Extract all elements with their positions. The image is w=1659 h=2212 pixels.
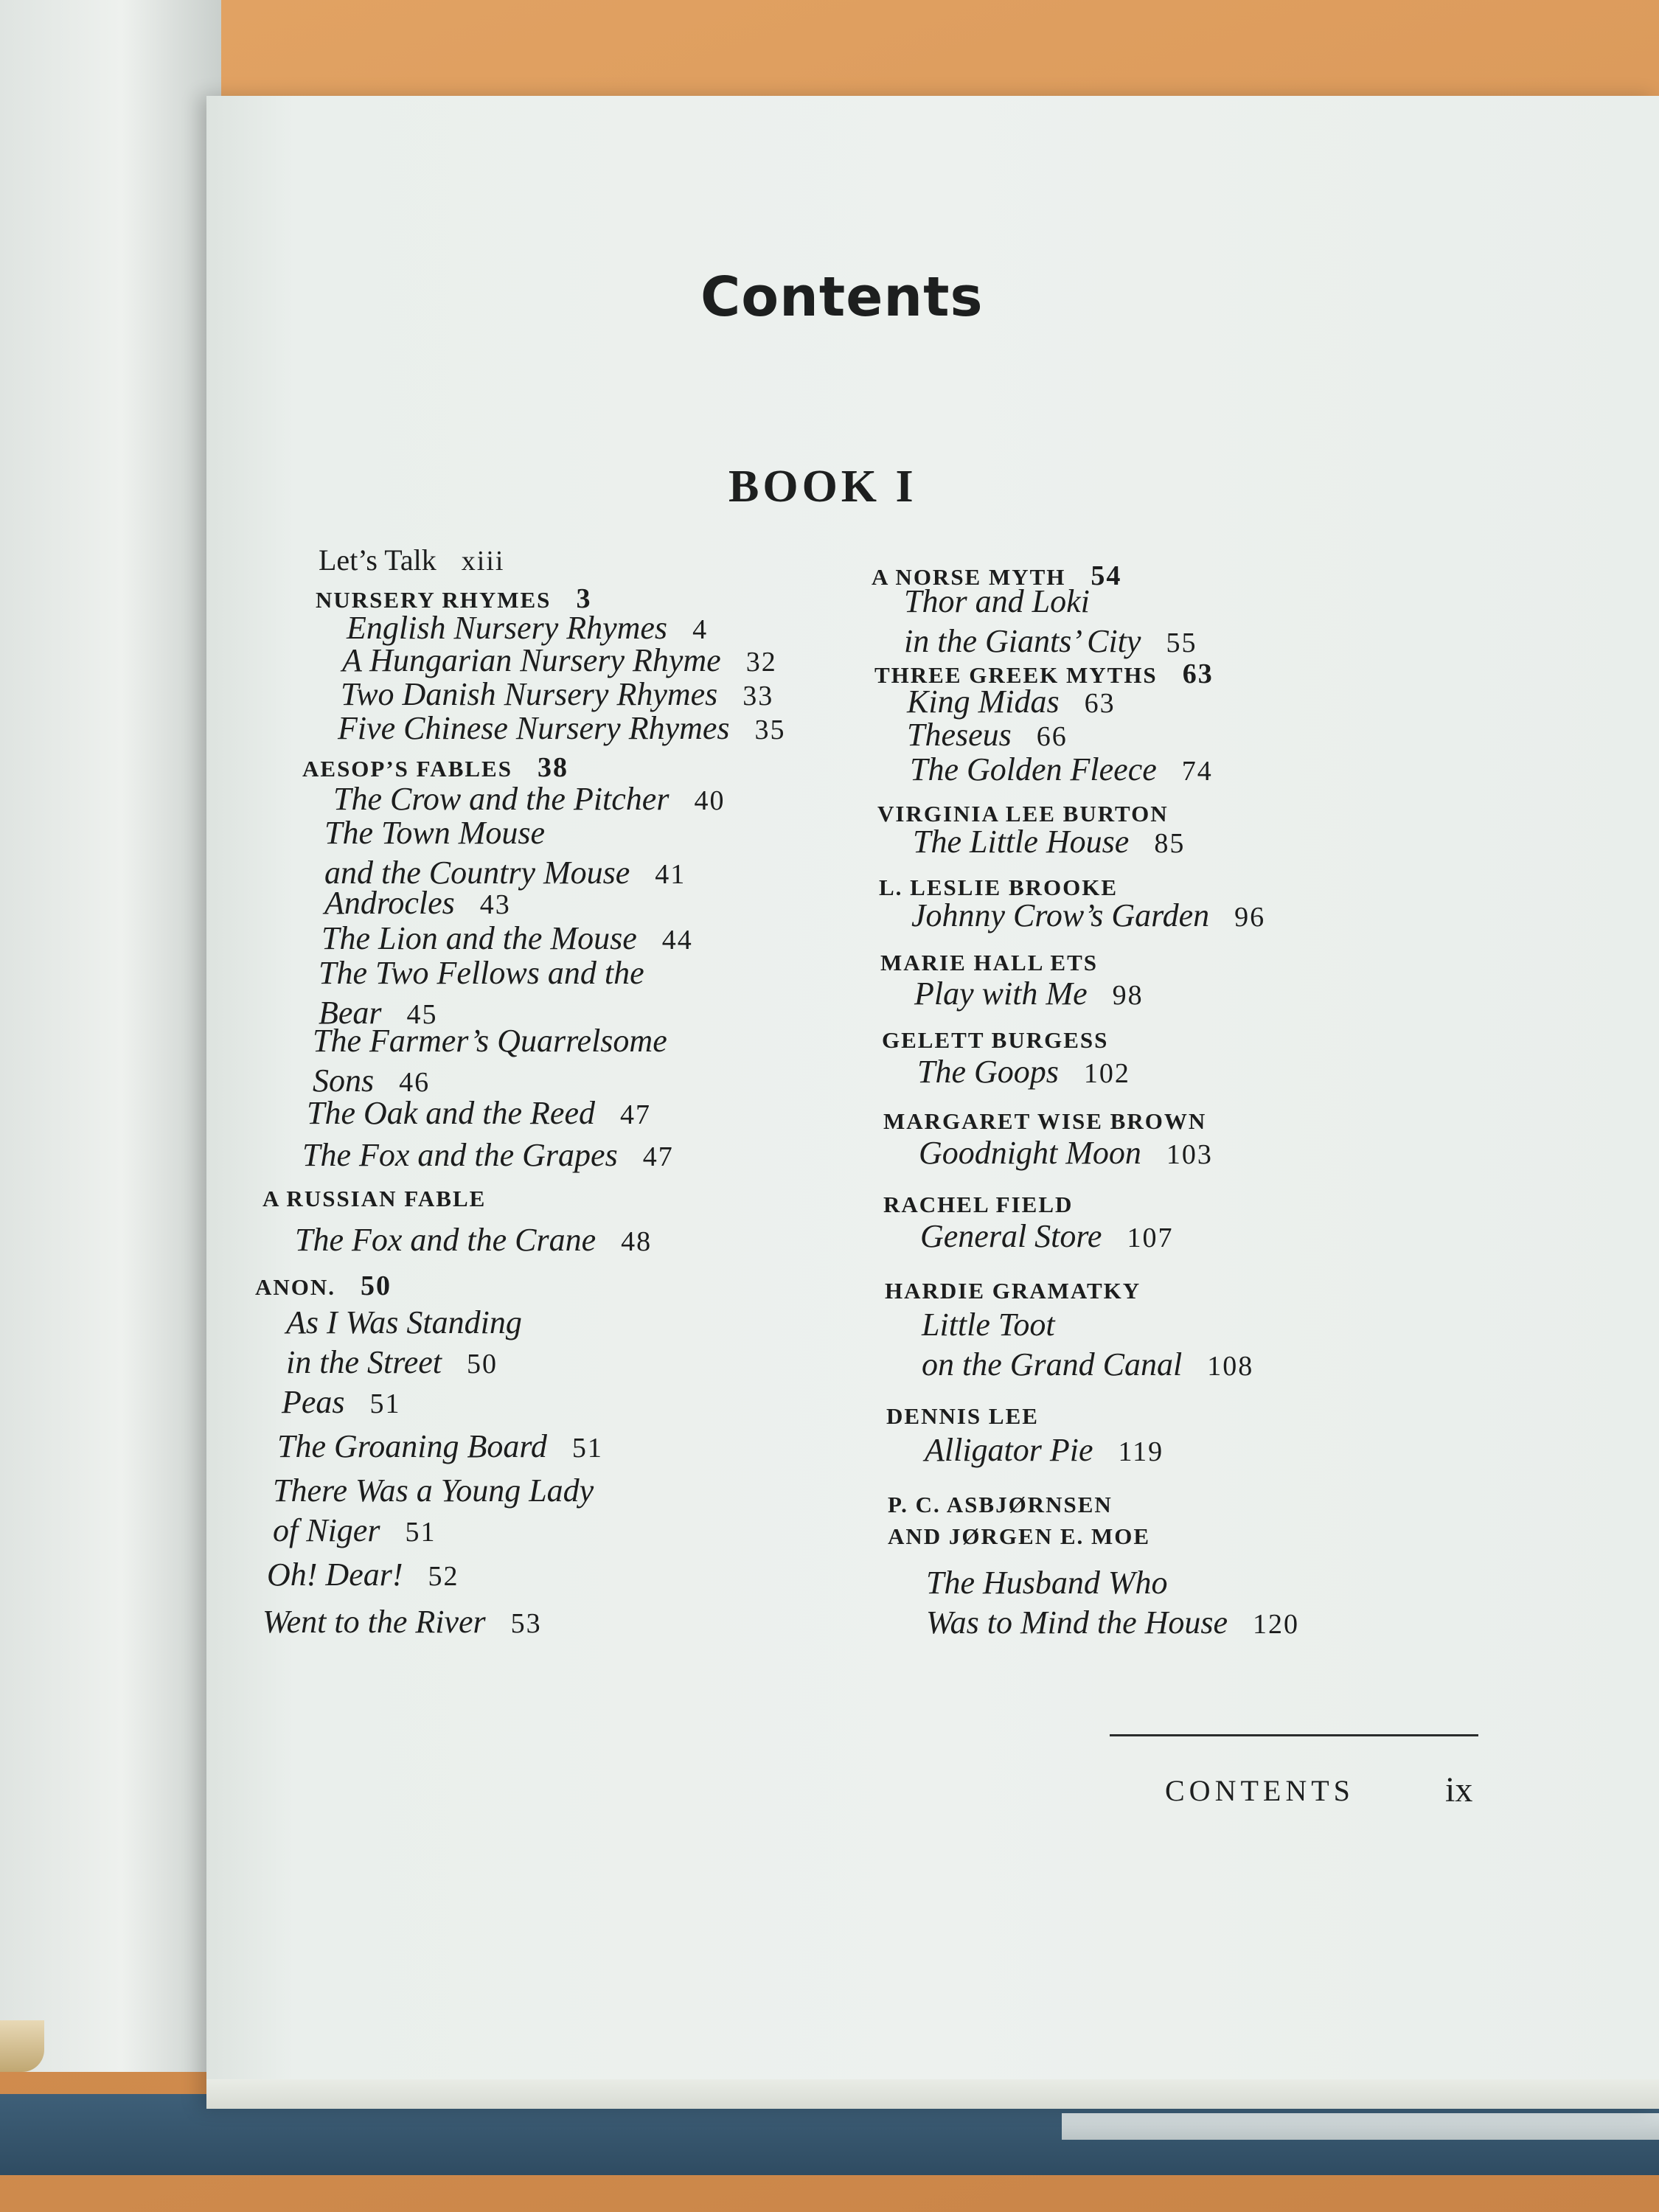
toc-page-number: 74 xyxy=(1181,756,1213,787)
toc-entry xyxy=(347,612,708,644)
toc-page-number: 66 xyxy=(1036,721,1068,752)
toc-entry xyxy=(277,1430,603,1463)
toc-page-number: 50 xyxy=(466,1349,498,1380)
toc-entry xyxy=(926,1567,1299,1639)
toc-entry-title-continued: AND JØRGEN E. MOE xyxy=(888,1523,1151,1549)
toc-entry xyxy=(302,1139,674,1172)
toc-section-heading xyxy=(882,1029,1108,1051)
toc-page-number: 47 xyxy=(642,1141,674,1172)
toc-entry-title: English Nursery Rhymes xyxy=(347,610,668,646)
toc-entry-title: A Hungarian Nursery Rhyme xyxy=(342,642,721,678)
toc-entry-title: The Fox and the Grapes xyxy=(302,1137,618,1173)
toc-entry-title: As I Was Standing xyxy=(286,1304,522,1340)
toc-section-heading xyxy=(885,1279,1141,1302)
book-heading: BOOK I xyxy=(728,462,917,512)
toc-entry-title: Five Chinese Nursery Rhymes xyxy=(338,710,730,746)
toc-entry-title: The Groaning Board xyxy=(277,1428,547,1464)
toc-entry-title: VIRGINIA LEE BURTON xyxy=(877,801,1169,827)
toc-entry-title: The Oak and the Reed xyxy=(307,1095,595,1131)
toc-entry-title: Alligator Pie xyxy=(925,1432,1093,1468)
toc-page-number: 50 xyxy=(361,1270,392,1301)
toc-page-number: xiii xyxy=(461,546,505,577)
toc-entry xyxy=(925,1434,1164,1467)
toc-entry-title: DENNIS LEE xyxy=(886,1403,1039,1429)
toc-page-number: 54 xyxy=(1091,560,1122,591)
toc-section-heading xyxy=(262,1187,486,1210)
toc-entry xyxy=(286,1304,522,1380)
toc-page-number: 52 xyxy=(428,1561,459,1592)
toc-page-number: 119 xyxy=(1118,1436,1164,1467)
toc-entry xyxy=(917,1056,1130,1088)
toc-page-number: 102 xyxy=(1083,1058,1130,1089)
toc-page-number: 44 xyxy=(661,925,693,956)
toc-section-heading xyxy=(302,754,568,782)
toc-entry-title: The Goops xyxy=(917,1054,1059,1090)
page-block-edge xyxy=(206,2079,1659,2109)
toc-page-number: 38 xyxy=(537,752,568,783)
toc-entry-title-continued: of Niger 51 xyxy=(273,1512,437,1548)
toc-entry-title: RACHEL FIELD xyxy=(883,1192,1074,1217)
toc-entry-title-continued: Bear 45 xyxy=(319,995,438,1031)
toc-page-number: 98 xyxy=(1112,980,1144,1011)
footer-rule xyxy=(1110,1734,1478,1736)
toc-entry xyxy=(907,686,1116,718)
toc-entry xyxy=(910,751,1213,787)
toc-page-number: 51 xyxy=(369,1388,401,1419)
toc-entry xyxy=(324,817,686,889)
toc-entry-title: Let’s Talk xyxy=(319,543,437,577)
toc-page-number: 47 xyxy=(620,1099,651,1130)
toc-page-number: 35 xyxy=(754,714,786,745)
library-tape xyxy=(1062,2113,1659,2140)
toc-entry-title-continued: Was to Mind the House 120 xyxy=(926,1604,1300,1641)
toc-entry xyxy=(273,1472,594,1548)
toc-entry-title: Androcles xyxy=(324,885,455,921)
toc-entry-title-continued: and the Country Mouse 41 xyxy=(324,855,686,891)
toc-entry-title: Two Danish Nursery Rhymes xyxy=(341,676,718,712)
toc-entry xyxy=(295,1224,652,1256)
page-number: ix xyxy=(1445,1770,1473,1809)
toc-entry-title: Oh! Dear! xyxy=(267,1557,403,1593)
toc-page-number: 85 xyxy=(1154,828,1186,859)
toc-entry-title: Went to the River xyxy=(262,1604,486,1640)
toc-entry xyxy=(919,1137,1213,1169)
toc-page-number: 41 xyxy=(655,859,686,890)
toc-entry-title: The Husband Who xyxy=(926,1565,1168,1601)
toc-page-number: 51 xyxy=(405,1517,437,1548)
toc-entry-title: King Midas xyxy=(907,684,1060,720)
running-footer: CONTENTS xyxy=(1165,1774,1354,1807)
toc-entry-title: P. C. ASBJØRNSEN xyxy=(888,1492,1113,1517)
toc-entry-title: Thor and Loki xyxy=(904,583,1090,619)
toc-entry-title-continued: in the Giants’ City 55 xyxy=(904,623,1197,659)
page-title: Contents xyxy=(700,265,984,329)
toc-entry-title: A NORSE MYTH xyxy=(872,564,1066,590)
toc-section-heading xyxy=(883,1193,1073,1216)
toc-page-number: 63 xyxy=(1182,658,1214,689)
toc-page-number: 4 xyxy=(692,614,709,645)
toc-page-number: 48 xyxy=(621,1226,653,1257)
toc-entry xyxy=(267,1559,459,1591)
toc-entry xyxy=(342,644,777,677)
toc-entry-title: Johnny Crow’s Garden xyxy=(911,897,1210,933)
toc-entry xyxy=(914,975,1144,1012)
toc-section-heading xyxy=(255,1272,392,1300)
toc-page-number: 32 xyxy=(745,647,777,678)
toc-section-heading xyxy=(877,802,1169,825)
toc-page-number: 3 xyxy=(576,583,592,614)
toc-entry xyxy=(319,957,644,1029)
toc-entry-title: Theseus xyxy=(907,717,1012,753)
toc-section-heading xyxy=(316,585,591,613)
toc-entry xyxy=(333,783,725,815)
toc-entry xyxy=(341,678,773,711)
toc-entry-title: The Town Mouse xyxy=(324,815,546,851)
facing-page xyxy=(0,0,221,2072)
toc-page-number: 51 xyxy=(571,1433,603,1464)
toc-entry-title-continued: Sons 46 xyxy=(313,1062,431,1099)
toc-entry-title: GELETT BURGESS xyxy=(882,1027,1109,1053)
toc-entry-title: ANON. xyxy=(255,1274,336,1300)
toc-entry xyxy=(904,585,1197,658)
toc-entry-title: NURSERY RHYMES xyxy=(316,587,552,613)
toc-section-heading xyxy=(883,1110,1206,1133)
toc-entry-title: HARDIE GRAMATKY xyxy=(885,1278,1141,1304)
toc-entry-title: The Farmer’s Quarrelsome xyxy=(313,1023,667,1059)
toc-entry-title: L. LESLIE BROOKE xyxy=(879,874,1119,900)
toc-page-number: 120 xyxy=(1253,1609,1300,1640)
toc-section-heading xyxy=(880,951,1098,974)
toc-entry-title: MARIE HALL ETS xyxy=(880,950,1099,975)
toc-entry-title: General Store xyxy=(920,1218,1102,1254)
toc-entry-title: The Two Fellows and the xyxy=(319,955,644,991)
toc-entry-title: MARGARET WISE BROWN xyxy=(883,1108,1207,1134)
toc-entry xyxy=(321,922,693,955)
toc-entry-title: The Lion and the Mouse xyxy=(321,920,637,956)
toc-entry-title-continued: in the Street 50 xyxy=(286,1344,498,1380)
toc-page-number: 107 xyxy=(1127,1222,1174,1253)
toc-section-heading xyxy=(886,1405,1039,1427)
toc-page-number: 108 xyxy=(1207,1351,1254,1382)
toc-entry xyxy=(313,1025,667,1097)
toc-entry-title: The Crow and the Pitcher xyxy=(333,781,669,817)
toc-page-number: 63 xyxy=(1084,688,1116,719)
toc-page-number: 103 xyxy=(1166,1139,1213,1170)
toc-entry-title: AESOP’S FABLES xyxy=(302,756,512,782)
page-edge-curl xyxy=(0,2020,44,2072)
toc-entry xyxy=(307,1097,651,1130)
toc-entry xyxy=(913,826,1185,858)
toc-page-number: 96 xyxy=(1234,902,1266,933)
toc-page-number: 45 xyxy=(406,999,438,1030)
toc-entry-title: Little Toot xyxy=(922,1307,1055,1343)
toc-entry-title: Peas xyxy=(282,1384,345,1420)
toc-page-number: 55 xyxy=(1166,627,1197,658)
toc-entry xyxy=(920,1220,1173,1253)
toc-page-number: 46 xyxy=(399,1067,431,1098)
toc-section-heading xyxy=(888,1493,1150,1548)
toc-entry xyxy=(922,1309,1253,1381)
toc-page-number: 40 xyxy=(694,785,726,816)
toc-section-heading xyxy=(879,876,1118,899)
toc-entry-title: The Little House xyxy=(913,824,1130,860)
toc-entry xyxy=(907,719,1068,751)
toc-entry-title: The Golden Fleece xyxy=(910,751,1157,787)
toc-entry xyxy=(338,712,786,745)
toc-entry-title: Play with Me xyxy=(914,975,1088,1012)
toc-entry-title: THREE GREEK MYTHS xyxy=(874,662,1158,688)
toc-entry xyxy=(911,897,1266,933)
toc-entry xyxy=(324,887,511,919)
toc-entry-title: There Was a Young Lady xyxy=(273,1472,594,1509)
toc-entry xyxy=(262,1606,542,1638)
toc-entry-title: A RUSSIAN FABLE xyxy=(262,1186,487,1211)
toc-entry xyxy=(282,1386,401,1419)
toc-entry xyxy=(319,543,505,577)
toc-entry-title: The Fox and the Crane xyxy=(295,1222,597,1258)
toc-page-number: 33 xyxy=(742,681,774,712)
toc-entry-title-continued: on the Grand Canal 108 xyxy=(922,1346,1254,1382)
toc-page-number: 43 xyxy=(479,889,511,920)
toc-entry-title: Goodnight Moon xyxy=(919,1135,1141,1171)
toc-page-number: 53 xyxy=(510,1608,542,1639)
